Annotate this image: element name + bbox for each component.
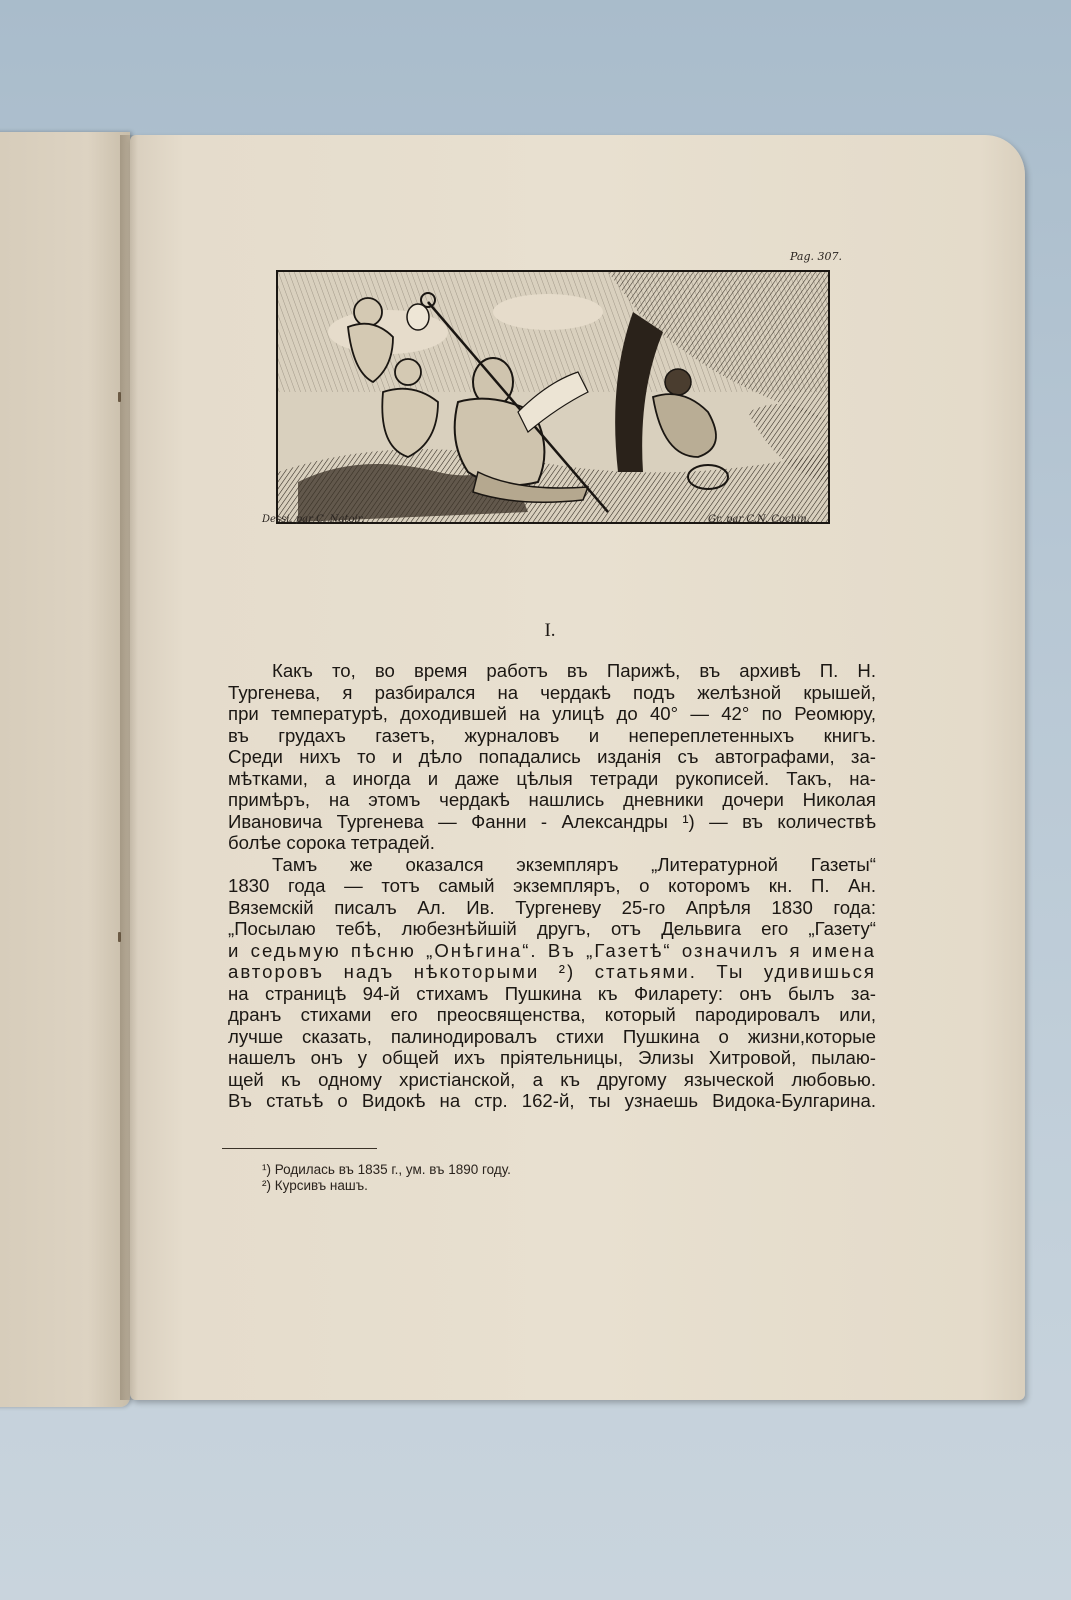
text-line: Въ статьѣ о Видокѣ на стр. 162-й, ты узнаешь Видока-Булгарина. xyxy=(228,1090,876,1111)
engraving-image xyxy=(278,272,828,522)
plate-credit-right: Gr. par C.N. Cochin. xyxy=(708,514,810,525)
text-line: Вяземскій писалъ Ал. Ив. Тургеневу 25-го Апрѣля 1830 года: xyxy=(228,896,876,918)
text-line: при температурѣ, доходившей на улицѣ до 40° — 42° по Реомюру, xyxy=(228,703,876,724)
text-line: Тамъ же оказался экземпляръ „Литературной Газеты“ xyxy=(272,853,876,875)
engraving-illustration xyxy=(276,270,830,524)
footnote-divider xyxy=(222,1148,377,1149)
text-line: мѣтками, а иногда и даже цѣлыя тетради рукописей. Такъ, на- xyxy=(228,767,876,789)
page-gutter xyxy=(120,135,138,1400)
text-line: и седьмую пѣсню „Онѣгина“. Въ „Газетѣ“ означилъ я имена xyxy=(228,939,876,961)
text-line: 1830 года — тотъ самый экземпляръ, о которомъ кн. П. Ан. xyxy=(228,875,876,896)
plate-credit-left: Dessi. par C. Natoir. xyxy=(262,514,365,525)
text-line: лучше сказать, палинодировалъ стихи Пушкина о жизни,которые xyxy=(228,1025,876,1047)
footnotes xyxy=(262,1162,511,1194)
text-line: нашелъ онъ у общей ихъ пріятельницы, Элизы Хитровой, пылаю- xyxy=(228,1047,876,1068)
text-line: Какъ то, во время работъ въ Парижѣ, въ архивѣ П. Н. xyxy=(272,660,876,681)
plate-page-reference: Pag. 307. xyxy=(790,250,842,263)
text-line: щей къ одному христіанской, а къ другому языческой любовью. xyxy=(228,1068,876,1090)
text-line: „Посылаю тебѣ, любезнѣйшій другъ, отъ Дельвига его „Газету“ xyxy=(228,918,876,939)
footnote-1: ¹) Родилась въ 1835 г., ум. въ 1890 году. xyxy=(262,1162,511,1177)
text-line: болѣе сорока тетрадей. xyxy=(228,832,435,853)
body-text xyxy=(228,660,876,1112)
text-line: Тургенева, я разбирался на чердакѣ подъ желѣзной крышей, xyxy=(228,681,876,703)
text-line: дранъ стихами его преосвященства, который пародировалъ или, xyxy=(228,1004,876,1025)
text-line: въ грудахъ газетъ, журналовъ и непереплетенныхъ книгъ. xyxy=(228,724,876,746)
chapter-number: I. xyxy=(544,620,556,641)
footnote-2: ²) Курсивъ нашъ. xyxy=(262,1178,368,1193)
text-line: на страницѣ 94-й стихамъ Пушкина къ Филарету: онъ былъ за- xyxy=(228,982,876,1004)
text-line: авторовъ надъ нѣкоторыми ²) статьями. Ты удивишься xyxy=(228,961,876,982)
text-line: Среди нихъ то и дѣло попадались изданія съ автографами, за- xyxy=(228,746,876,767)
left-page xyxy=(0,132,130,1407)
text-line: примѣръ, на этомъ чердакѣ нашлись дневники дочери Николая xyxy=(228,789,876,810)
text-line: Ивановича Тургенева — Фанни - Александры ¹) — въ количествѣ xyxy=(228,810,876,832)
